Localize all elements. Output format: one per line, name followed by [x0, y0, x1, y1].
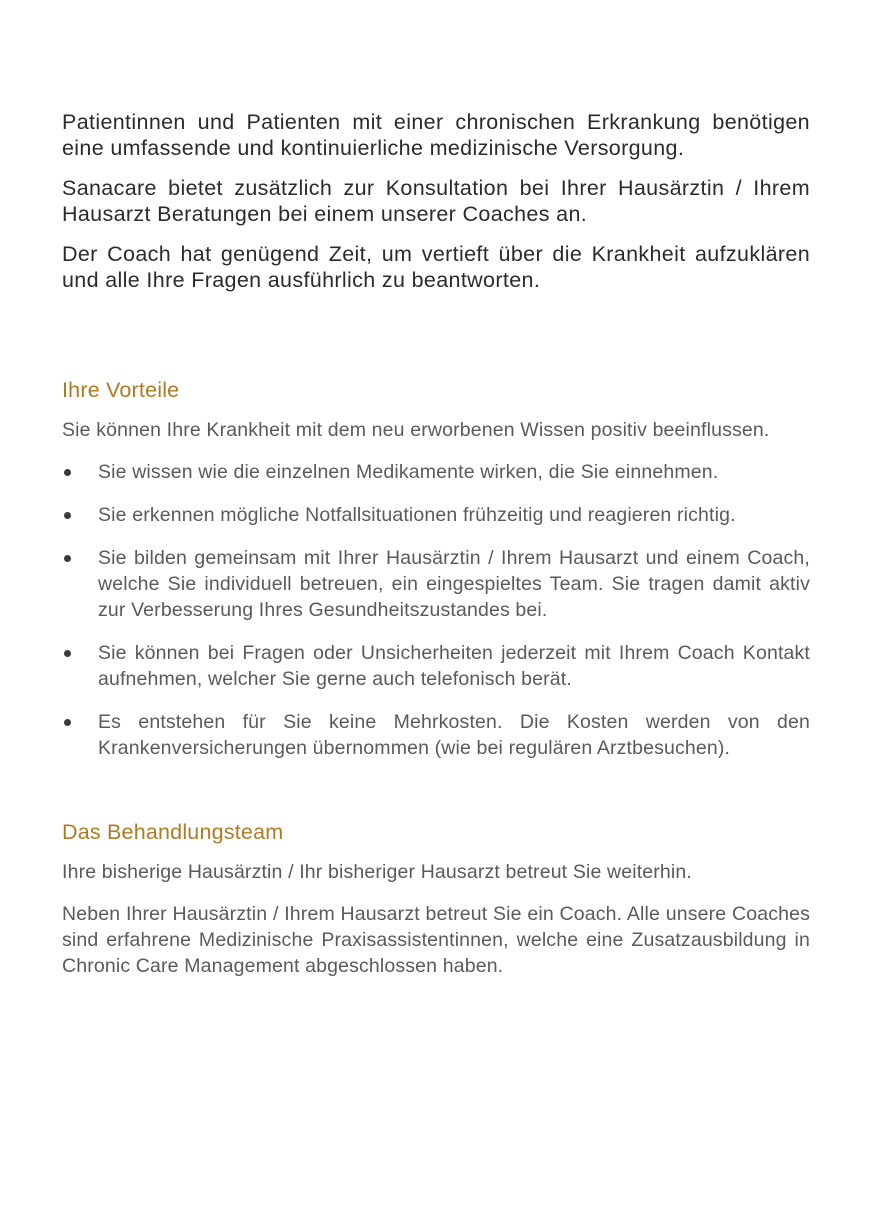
- list-item: [62, 545, 810, 623]
- intro-paragraph-1: Patientinnen und Patienten mit einer chronischen Erkrankung benötigen eine umfassende und kontinuierliche medizinische Versorgung.: [62, 110, 810, 160]
- list-item-text: Sie erkennen mögliche Notfallsituationen frühzeitig und reagieren richtig.: [98, 504, 736, 526]
- list-item: [62, 640, 810, 692]
- list-item-text: Sie bilden gemeinsam mit Ihrer Hausärztin / Ihrem Hausarzt und einem Coach, welche Sie individuell betreuen, ein eingespieltes Team. Sie tragen damit aktiv zur Verbesserung Ihres Gesundheitszustandes bei.: [98, 547, 810, 621]
- bullet-icon: [64, 555, 71, 562]
- list-item: [62, 459, 810, 485]
- list-item: [62, 502, 810, 528]
- intro-paragraph-3: Der Coach hat genügend Zeit, um vertieft über die Krankheit aufzuklären und alle Ihre Fragen ausführlich zu beantworten.: [62, 242, 810, 292]
- list-item-text: Es entstehen für Sie keine Mehrkosten. Die Kosten werden von den Krankenversicherungen übernommen (wie bei regulären Arztbesuchen).: [98, 711, 810, 759]
- bullet-icon: [64, 512, 71, 519]
- list-item-text: Sie wissen wie die einzelnen Medikamente wirken, die Sie einnehmen.: [98, 461, 719, 483]
- vorteile-section: [62, 377, 810, 761]
- vorteile-heading: Ihre Vorteile: [62, 378, 180, 402]
- intro-section: [62, 109, 810, 293]
- intro-paragraph-2: Sanacare bietet zusätzlich zur Konsultation bei Ihrer Hausärztin / Ihrem Hausarzt Beratungen bei einem unserer Coaches an.: [62, 176, 810, 226]
- bullet-icon: [64, 650, 71, 657]
- behandlungsteam-section: [62, 819, 810, 979]
- behandlungsteam-paragraph-1: Ihre bisherige Hausärztin / Ihr bisheriger Hausarzt betreut Sie weiterhin.: [62, 861, 692, 883]
- list-item: [62, 709, 810, 761]
- vorteile-lead: Sie können Ihre Krankheit mit dem neu erworbenen Wissen positiv beeinflussen.: [62, 419, 770, 441]
- bullet-icon: [64, 719, 71, 726]
- vorteile-list: [62, 459, 810, 761]
- behandlungsteam-paragraph-2: Neben Ihrer Hausärztin / Ihrem Hausarzt betreut Sie ein Coach. Alle unsere Coaches sind erfahrene Medizinische Praxisassistentinnen, welche eine Zusatzausbildung in Chronic Care Management abgeschlossen haben.: [62, 903, 810, 977]
- list-item-text: Sie können bei Fragen oder Unsicherheiten jederzeit mit Ihrem Coach Kontakt aufnehmen, welcher Sie gerne auch telefonisch berät.: [98, 642, 810, 690]
- document-page: [62, 109, 810, 979]
- behandlungsteam-heading: Das Behandlungsteam: [62, 820, 284, 844]
- bullet-icon: [64, 469, 71, 476]
